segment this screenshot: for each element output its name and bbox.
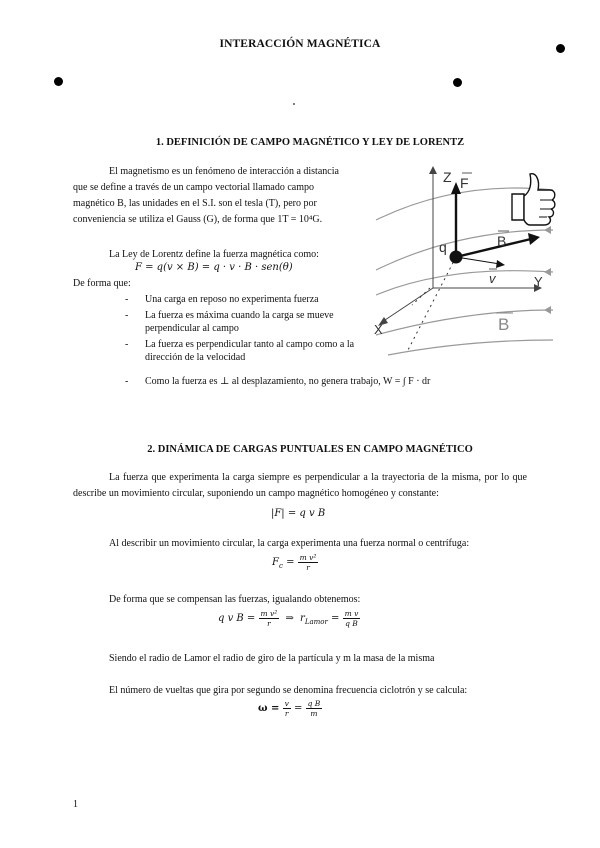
bullet-dash: - bbox=[125, 376, 129, 387]
bullet-dash: - bbox=[125, 339, 129, 350]
force-label: F bbox=[460, 175, 469, 191]
list-item bbox=[125, 338, 365, 364]
field-label-upper: B bbox=[497, 233, 507, 249]
eq-symbol: F bbox=[272, 557, 279, 568]
field-line bbox=[376, 310, 553, 335]
section-2-paragraph: La fuerza que experimenta la carga siempre es perpendicular a la trayectoria de la misma, por lo que describe un movimiento circular, suponiendo un campo magnético homogéneo y constante: bbox=[73, 472, 527, 499]
velocity-label: v bbox=[489, 271, 496, 286]
bullet-dash: - bbox=[125, 310, 129, 321]
lorentz-intro: La Ley de Lorentz define la fuerza magnética como: bbox=[109, 249, 319, 260]
field-arrowhead-main bbox=[528, 233, 540, 245]
section-2-heading: 2. DINÁMICA DE CARGAS PUNTUALES EN CAMPO MAGNÉTICO bbox=[147, 444, 473, 455]
projection-line bbox=[412, 288, 430, 305]
list-item bbox=[125, 293, 365, 306]
denominator: r bbox=[284, 709, 289, 718]
centripetal-force-equation bbox=[272, 553, 318, 572]
lorentz-equation: F = q(v × B) = q · v · B · sen(θ) bbox=[135, 262, 293, 273]
cyclotron-paragraph: El número de vueltas que gira por segundo se denomina frecuencia ciclotrón y se calcula: bbox=[109, 685, 468, 696]
equals-sign: = bbox=[331, 613, 340, 624]
denominator: r bbox=[306, 563, 310, 572]
balance-paragraph: De forma que se compensan las fuerzas, igualando obtenemos: bbox=[109, 594, 361, 605]
decorative-dot bbox=[293, 103, 295, 105]
equals-sign: = bbox=[286, 557, 295, 568]
z-axis-arrowhead bbox=[429, 166, 437, 174]
fraction bbox=[283, 699, 291, 718]
list-item-text: Una carga en reposo no experimenta fuerza bbox=[145, 294, 319, 305]
field-arrowhead bbox=[544, 306, 551, 314]
implies-arrow: ⇒ bbox=[285, 613, 294, 624]
equals-sign: = bbox=[294, 703, 303, 714]
paragraph-line: conveniencia se utiliza el Gauss (G), de forma que 1T = 10⁴G. bbox=[73, 214, 323, 225]
numerator: m v² bbox=[299, 553, 317, 562]
eq-lhs: q v B = bbox=[218, 613, 256, 624]
x-axis-label: X bbox=[374, 322, 383, 337]
eq-subscript: Lamor bbox=[304, 618, 328, 626]
y-axis-label: Y bbox=[534, 274, 543, 289]
field-arrowhead bbox=[544, 226, 551, 234]
paragraph-line: que se define a través de un campo vectorial llamado campo bbox=[73, 182, 315, 193]
thumbs-up-icon bbox=[512, 174, 555, 225]
velocity-vector bbox=[456, 257, 500, 264]
paragraph-line: El magnetismo es un fenómeno de interacción a distancia bbox=[109, 166, 339, 177]
z-axis-label: Z bbox=[443, 169, 452, 185]
eq-symbol: r bbox=[300, 613, 305, 624]
field-line bbox=[388, 340, 553, 355]
charge-point bbox=[450, 251, 463, 264]
denominator: q B bbox=[345, 619, 358, 628]
eq-lhs: ω = bbox=[258, 703, 280, 714]
field-vector bbox=[456, 239, 531, 257]
section-1-paragraph bbox=[73, 164, 365, 228]
cyclotron-frequency-equation bbox=[258, 699, 322, 718]
list-item-text: La fuerza es máxima cuando la carga se mueve perpendicular al campo bbox=[145, 310, 334, 334]
numerator: q B bbox=[307, 699, 321, 708]
fraction bbox=[259, 609, 280, 628]
list-item bbox=[125, 309, 365, 335]
paragraph-line: magnético B, las unidades en el S.I. son el tesla (T), pero por bbox=[73, 198, 317, 209]
field-line bbox=[376, 271, 553, 295]
numerator: v bbox=[284, 699, 289, 708]
form-intro: De forma que: bbox=[73, 278, 131, 289]
numerator: m v bbox=[344, 609, 359, 618]
list-item bbox=[125, 375, 545, 388]
lorentz-force-figure bbox=[368, 160, 558, 360]
field-label-lower: B bbox=[498, 315, 510, 334]
bullet-dash: - bbox=[125, 294, 129, 305]
lamor-definition-paragraph: Siendo el radio de Lamor el radio de giro de la partícula y m la masa de la misma bbox=[109, 653, 435, 664]
section-1-heading: 1. DEFINICIÓN DE CAMPO MAGNÉTICO Y LEY DE LORENTZ bbox=[155, 137, 465, 148]
fraction bbox=[306, 699, 323, 718]
fraction bbox=[298, 553, 319, 572]
denominator: m bbox=[310, 709, 318, 718]
circular-motion-paragraph: Al describir un movimiento circular, la carga experimenta una fuerza normal o centrífuga: bbox=[109, 538, 470, 549]
page-number: 1 bbox=[73, 799, 78, 810]
denominator: r bbox=[267, 619, 271, 628]
force-magnitude-equation: |F| = q v B bbox=[271, 508, 326, 519]
charge-label: q bbox=[439, 239, 447, 255]
decorative-dot bbox=[453, 78, 462, 87]
bullet-list bbox=[125, 293, 365, 364]
decorative-dot bbox=[54, 77, 63, 86]
field-arrowhead bbox=[544, 268, 551, 276]
list-item-text: La fuerza es perpendicular tanto al campo como a la dirección de la velocidad bbox=[145, 339, 355, 363]
velocity-arrowhead bbox=[496, 260, 505, 268]
lamor-radius-equation bbox=[218, 609, 360, 628]
numerator: m v² bbox=[260, 609, 278, 618]
fraction bbox=[343, 609, 361, 628]
list-item-text: Como la fuerza es ⊥ al desplazamiento, no genera trabajo, W = ∫ F · dr bbox=[145, 376, 431, 387]
projection-line bbox=[408, 257, 456, 350]
field-line bbox=[376, 230, 553, 270]
eq-subscript: c bbox=[278, 562, 283, 570]
page-title: INTERACCIÓN MAGNÉTICA bbox=[219, 38, 381, 50]
